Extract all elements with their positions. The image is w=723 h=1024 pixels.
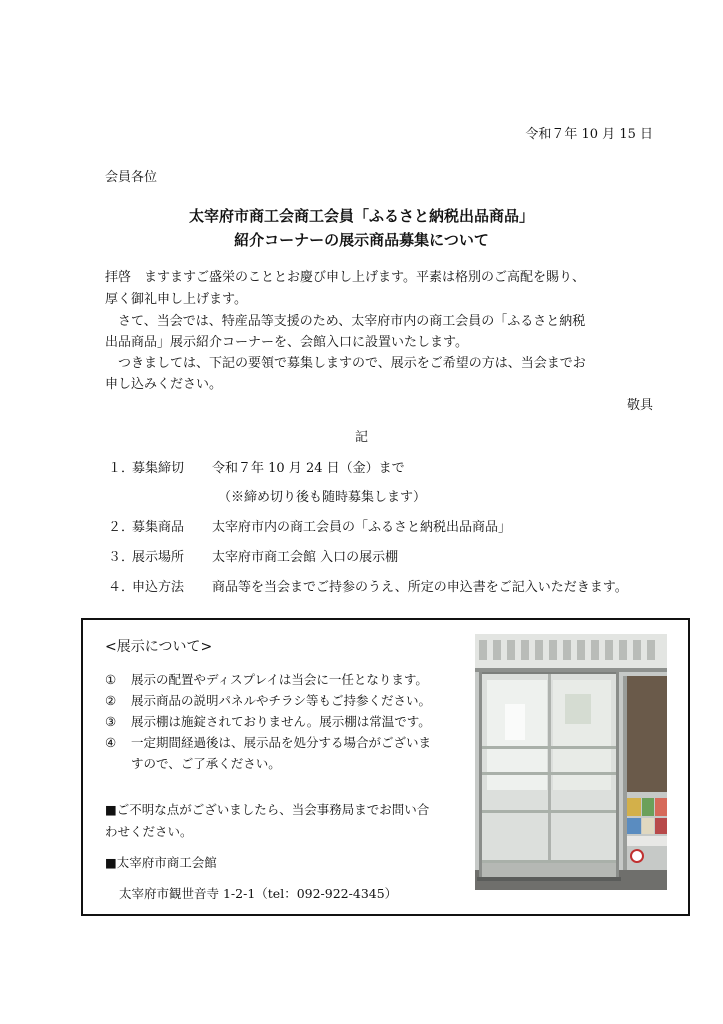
inquiry-line-1: ■ご不明な点がございましたら、当会事務局までお問い合 [105,802,430,817]
item-value: 令和７年 10 月 24 日（金）まで [212,461,405,476]
item-value: 太宰府市内の商工会員の「ふるさと納税出品商品」 [212,520,512,535]
display-info-heading: <展示について> [105,639,213,655]
document-date: 令和７年 10 月 15 日 [525,127,653,142]
note-text: 展示商品の説明パネルやチラシ等もご持参ください。 [131,693,432,708]
note-text: 一定期間経過後は、展示品を処分する場合がございま [131,735,432,750]
item-value: 商品等を当会までご持参のうえ、所定の申込書をご記入いただきます。 [212,580,628,595]
body-line: 申し込みください。 [105,377,223,392]
body-line: 出品商品」展示紹介コーナーを、会館入口に設置いたします。 [105,335,468,350]
item-label: 募集商品 [132,520,185,535]
display-note-continuation: すので、ご了承ください。 [131,756,281,771]
note-text: 展示棚は施錠されておりません。展示棚は常温です。 [131,714,431,729]
body-line: つきましては、下記の要領で募集しますので、展示をご希望の方は、当会までお [105,356,586,371]
item-label: 申込方法 [132,580,185,595]
org-name: ■太宰府市商工会館 [105,855,217,870]
closing-keigu: 敬具 [626,398,653,413]
body-line: 拝啓 ますますご盛栄のこととお慶び申し上げます。平素は格別のご高配を賜り、 [105,270,585,285]
display-note [105,670,428,688]
note-number: ② [105,693,117,708]
item-label: 募集締切 [132,461,185,476]
display-info-box [81,618,690,916]
item-number: １． [108,461,135,476]
item-deadline-note: （※締め切り後も随時募集します） [218,490,427,505]
note-number: ① [105,672,117,687]
body-line: 厚く御礼申し上げます。 [105,292,247,307]
title-line-2: 紹介コーナーの展示商品募集について [234,231,489,249]
title-line-1: 太宰府市商工会商工会員「ふるさと納税出品商品」 [188,207,534,225]
display-case-photo [475,634,667,890]
recipient: 会員各位 [105,170,158,185]
item-label: 展示場所 [132,550,185,565]
item-products [108,516,511,535]
item-number: ４． [108,580,135,595]
item-application [108,576,628,595]
item-location [108,546,398,565]
item-deadline [108,457,405,476]
org-address: 太宰府市観世音寺 1-2-1（tel：092-922-4345） [119,886,398,901]
inquiry-line-2: わせください。 [105,824,193,839]
note-number: ④ [105,735,117,750]
display-note [105,712,431,730]
item-value: 太宰府市商工会館 入口の展示棚 [212,550,399,565]
note-number: ③ [105,714,117,729]
body-line: さて、当会では、特産品等支援のため、太宰府市内の商工会員の「ふるさと納税 [105,314,586,329]
ki-heading: 記 [354,430,368,445]
item-number: ３． [108,550,135,565]
display-note [105,733,431,751]
display-note [105,691,431,709]
note-text: 展示の配置やディスプレイは当会に一任となります。 [131,672,428,687]
item-number: ２． [108,520,135,535]
